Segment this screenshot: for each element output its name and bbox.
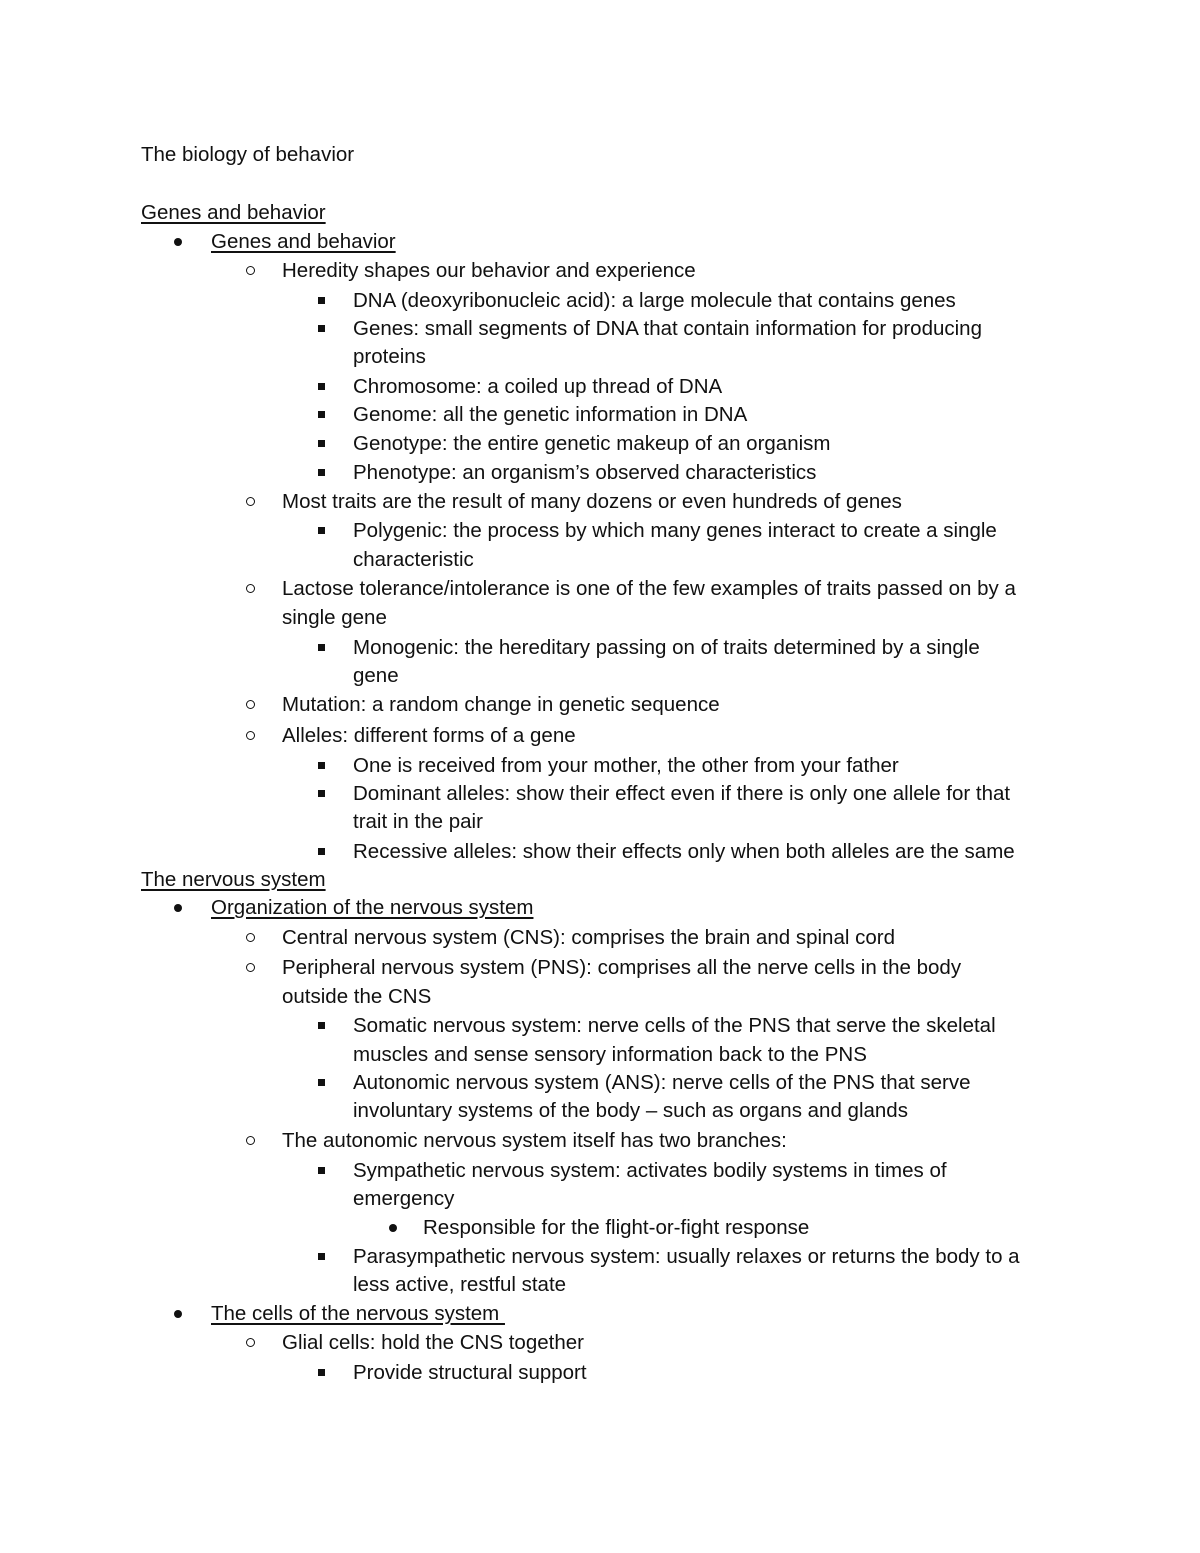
list-item-polygenic: Polygenic: the process by which many genes interact to create a single: [353, 519, 997, 542]
list-item-structural: Provide structural support: [353, 1361, 587, 1384]
list-item-pns: Peripheral nervous system (PNS): comprises all the nerve cells in the body: [282, 956, 962, 979]
list-item-mutation: Mutation: a random change in genetic sequence: [282, 693, 720, 716]
list-item-somatic: Somatic nervous system: nerve cells of the PNS that serve the skeletal: [353, 1014, 996, 1037]
document-title: The biology of behavior: [141, 143, 355, 166]
list-item-monogenic-cont: gene: [353, 664, 399, 687]
list-item-lactose-cont: single gene: [282, 606, 387, 629]
section-heading-genes: Genes and behavior: [141, 201, 326, 224]
list-item-somatic-cont: muscles and sense sensory information back to the PNS: [353, 1043, 867, 1066]
list-item-alleles: Alleles: different forms of a gene: [282, 724, 576, 747]
subheading-organization: Organization of the nervous system: [211, 896, 534, 919]
list-item-lactose: Lactose tolerance/intolerance is one of the few examples of traits passed on by a: [282, 577, 1016, 600]
list-item-ans-branches: The autonomic nervous system itself has two branches:: [282, 1129, 787, 1152]
list-item-flight: Responsible for the flight-or-fight response: [423, 1216, 810, 1239]
subheading-genes: Genes and behavior: [211, 230, 396, 253]
list-item-autonomic: Autonomic nervous system (ANS): nerve cells of the PNS that serve: [353, 1071, 971, 1094]
list-item-received: One is received from your mother, the other from your father: [353, 754, 899, 777]
list-item-dominant: Dominant alleles: show their effect even if there is only one allele for that: [353, 782, 1011, 805]
list-item-cns: Central nervous system (CNS): comprises the brain and spinal cord: [282, 926, 895, 949]
list-item-autonomic-cont: involuntary systems of the body – such as organs and glands: [353, 1099, 908, 1122]
list-item-dna: DNA (deoxyribonucleic acid): a large molecule that contains genes: [353, 289, 956, 312]
list-item-traits: Most traits are the result of many dozens or even hundreds of genes: [282, 490, 902, 513]
section-heading-nervous: The nervous system: [141, 868, 326, 891]
subheading-cells: The cells of the nervous system: [211, 1302, 505, 1325]
list-item-dominant-cont: trait in the pair: [353, 810, 483, 833]
list-item-genes-cont: proteins: [353, 345, 426, 368]
list-item-recessive: Recessive alleles: show their effects only when both alleles are the same: [353, 840, 1015, 863]
list-item-glial: Glial cells: hold the CNS together: [282, 1331, 584, 1354]
list-item-parasympathetic: Parasympathetic nervous system: usually relaxes or returns the body to a: [353, 1245, 1020, 1268]
list-item-genome: Genome: all the genetic information in DNA: [353, 403, 748, 426]
list-item-polygenic-cont: characteristic: [353, 548, 474, 571]
list-item-genes: Genes: small segments of DNA that contain information for producing: [353, 317, 982, 340]
list-item-monogenic: Monogenic: the hereditary passing on of traits determined by a single: [353, 636, 980, 659]
list-item-parasympathetic-cont: less active, restful state: [353, 1273, 567, 1296]
list-item-sympathetic: Sympathetic nervous system: activates bodily systems in times of: [353, 1159, 947, 1182]
list-item-genotype: Genotype: the entire genetic makeup of an organism: [353, 432, 831, 455]
list-item-heredity: Heredity shapes our behavior and experience: [282, 259, 696, 282]
list-item-chromosome: Chromosome: a coiled up thread of DNA: [353, 375, 723, 398]
list-item-pns-cont: outside the CNS: [282, 985, 432, 1008]
list-item-phenotype: Phenotype: an organism’s observed characteristics: [353, 461, 817, 484]
list-item-sympathetic-cont: emergency: [353, 1187, 455, 1210]
